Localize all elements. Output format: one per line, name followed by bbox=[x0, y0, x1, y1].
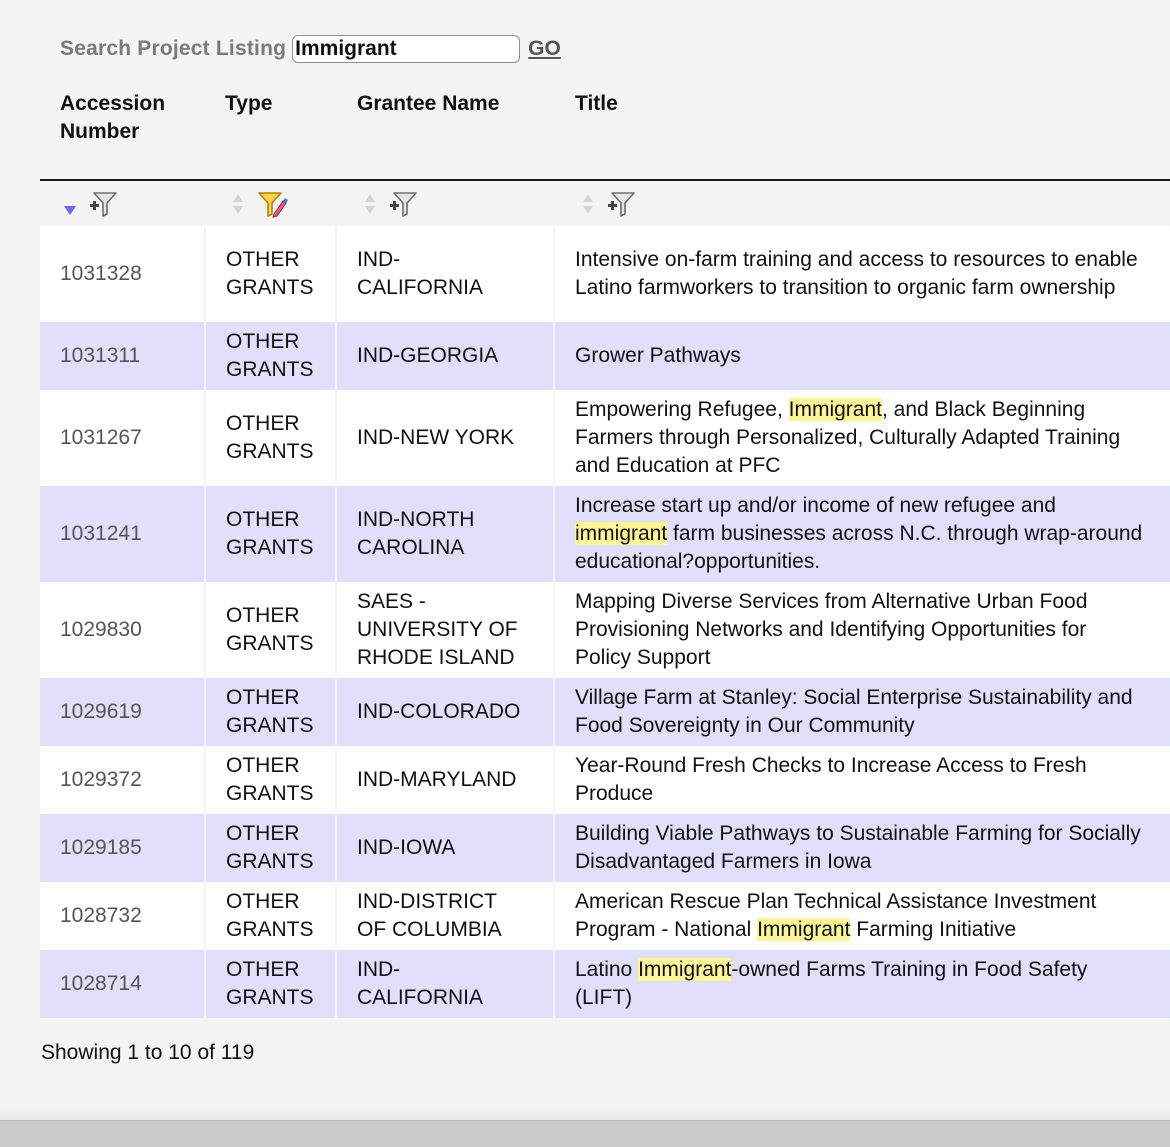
accession-cell[interactable]: 1029185 bbox=[40, 814, 205, 882]
grantee-cell: IND-MARYLAND bbox=[336, 746, 554, 814]
type-cell: OTHER GRANTS bbox=[205, 322, 336, 390]
search-bar bbox=[60, 33, 561, 65]
title-cell[interactable] bbox=[554, 746, 1170, 814]
accession-cell[interactable]: 1029619 bbox=[40, 678, 205, 746]
header-divider bbox=[40, 179, 1170, 181]
sort-neutral-icon[interactable] bbox=[230, 189, 246, 219]
sort-neutral-icon[interactable] bbox=[362, 189, 378, 219]
grantee-cell: IND-COLORADO bbox=[336, 678, 554, 746]
search-input[interactable] bbox=[292, 35, 520, 63]
accession-cell[interactable]: 1028732 bbox=[40, 882, 205, 950]
table-row[interactable] bbox=[40, 486, 1170, 582]
project-table bbox=[40, 226, 1170, 1018]
title-text: farm businesses across N.C. through wrap-around educational?opportunities. bbox=[575, 522, 1143, 573]
type-cell: OTHER GRANTS bbox=[205, 486, 336, 582]
type-cell: OTHER GRANTS bbox=[205, 226, 336, 322]
grantee-cell: SAES - UNIVERSITY OF RHODE ISLAND bbox=[336, 582, 554, 678]
table-row[interactable] bbox=[40, 950, 1170, 1018]
table-row[interactable] bbox=[40, 814, 1170, 882]
title-text: Latino bbox=[575, 958, 639, 981]
go-button[interactable]: GO bbox=[528, 37, 561, 60]
filter-add-icon[interactable] bbox=[88, 188, 120, 220]
accession-cell[interactable]: 1029830 bbox=[40, 582, 205, 678]
accession-cell[interactable]: 1031311 bbox=[40, 322, 205, 390]
accession-cell[interactable]: 1031328 bbox=[40, 226, 205, 322]
title-cell[interactable] bbox=[554, 582, 1170, 678]
search-match-highlight: Immigrant bbox=[788, 398, 882, 421]
type-cell: OTHER GRANTS bbox=[205, 950, 336, 1018]
grantee-cell: IND-CALIFORNIA bbox=[336, 226, 554, 322]
filter-edit-icon[interactable] bbox=[256, 188, 288, 220]
title-text: Building Viable Pathways to Sustainable Farming for Socially Disadvantaged Farmers in Iowa bbox=[575, 822, 1141, 873]
search-match-highlight: immigrant bbox=[575, 522, 668, 545]
title-cell[interactable] bbox=[554, 486, 1170, 582]
column-header-title[interactable]: Title bbox=[575, 92, 618, 115]
title-text: Village Farm at Stanley: Social Enterprise Sustainability and Food Sovereignty in Our Community bbox=[575, 686, 1133, 737]
grantee-cell: IND-IOWA bbox=[336, 814, 554, 882]
title-text: , and Black Beginning Farmers through Personalized, Culturally Adapted Training and Education at PFC bbox=[575, 398, 1121, 477]
type-cell: OTHER GRANTS bbox=[205, 582, 336, 678]
type-cell: OTHER GRANTS bbox=[205, 746, 336, 814]
title-text: Grower Pathways bbox=[575, 344, 741, 367]
title-text: Year-Round Fresh Checks to Increase Access to Fresh Produce bbox=[575, 754, 1087, 805]
column-header-grantee-name[interactable]: Grantee Name bbox=[357, 92, 500, 115]
filter-cell-accession bbox=[62, 186, 120, 222]
table-row[interactable] bbox=[40, 746, 1170, 814]
type-cell: OTHER GRANTS bbox=[205, 882, 336, 950]
type-cell: OTHER GRANTS bbox=[205, 814, 336, 882]
filter-cell-type bbox=[230, 186, 288, 222]
title-text: Mapping Diverse Services from Alternative Urban Food Provisioning Networks and Identifying Opportunities for Policy Support bbox=[575, 590, 1088, 669]
title-text: Farming Initiative bbox=[850, 918, 1017, 941]
title-text: Increase start up and/or income of new refugee and bbox=[575, 494, 1056, 517]
filter-add-icon[interactable] bbox=[606, 188, 638, 220]
title-text: Empowering Refugee, bbox=[575, 398, 789, 421]
title-cell[interactable] bbox=[554, 882, 1170, 950]
grantee-cell: IND-NORTH CAROLINA bbox=[336, 486, 554, 582]
table-row[interactable] bbox=[40, 390, 1170, 486]
accession-cell[interactable]: 1029372 bbox=[40, 746, 205, 814]
grantee-cell: IND-DISTRICT OF COLUMBIA bbox=[336, 882, 554, 950]
type-cell: OTHER GRANTS bbox=[205, 678, 336, 746]
table-row[interactable] bbox=[40, 678, 1170, 746]
filter-add-icon[interactable] bbox=[388, 188, 420, 220]
accession-cell[interactable]: 1028714 bbox=[40, 950, 205, 1018]
table-row[interactable] bbox=[40, 882, 1170, 950]
table-row[interactable] bbox=[40, 582, 1170, 678]
title-cell[interactable] bbox=[554, 950, 1170, 1018]
table-row[interactable] bbox=[40, 226, 1170, 322]
title-text: Intensive on-farm training and access to resources to enable Latino farmworkers to transition to organic farm ownership bbox=[575, 248, 1138, 299]
column-header-type[interactable]: Type bbox=[225, 92, 273, 115]
search-match-highlight: Immigrant bbox=[638, 958, 732, 981]
grantee-cell: IND-GEORGIA bbox=[336, 322, 554, 390]
sort-neutral-icon[interactable] bbox=[580, 189, 596, 219]
column-header-accession-number[interactable]: Accession Number bbox=[60, 92, 166, 143]
grantee-cell: IND-NEW YORK bbox=[336, 390, 554, 486]
pagination-status: Showing 1 to 10 of 119 bbox=[41, 1041, 255, 1064]
filter-cell-grantee bbox=[362, 186, 420, 222]
sort-descending-icon[interactable] bbox=[62, 189, 78, 219]
title-cell[interactable] bbox=[554, 678, 1170, 746]
title-text: American Rescue Plan Technical Assistance Investment Program - National bbox=[575, 890, 1097, 941]
title-cell[interactable] bbox=[554, 814, 1170, 882]
grantee-cell: IND-CALIFORNIA bbox=[336, 950, 554, 1018]
title-cell[interactable] bbox=[554, 226, 1170, 322]
accession-cell[interactable]: 1031267 bbox=[40, 390, 205, 486]
filter-cell-title bbox=[580, 186, 638, 222]
search-match-highlight: Immigrant bbox=[757, 918, 851, 941]
search-label: Search Project Listing bbox=[60, 37, 287, 60]
type-cell: OTHER GRANTS bbox=[205, 390, 336, 486]
title-cell[interactable] bbox=[554, 390, 1170, 486]
table-row[interactable] bbox=[40, 322, 1170, 390]
accession-cell[interactable]: 1031241 bbox=[40, 486, 205, 582]
title-cell[interactable] bbox=[554, 322, 1170, 390]
title-text: -owned Farms Training in Food Safety (LIFT) bbox=[575, 958, 1088, 1009]
